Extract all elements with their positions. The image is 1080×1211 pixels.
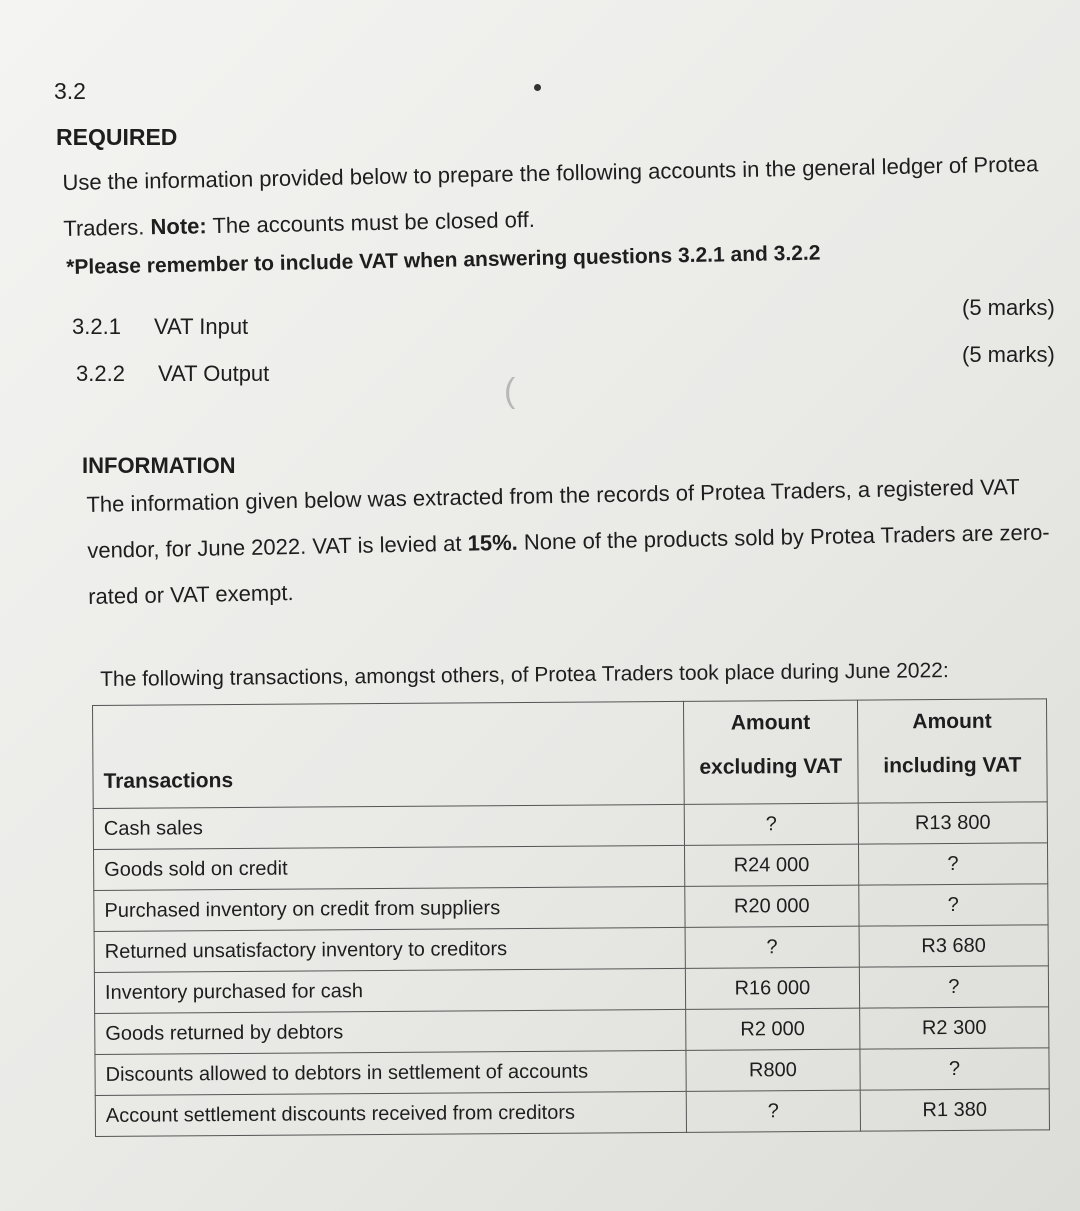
pencil-mark: (: [504, 372, 516, 410]
subquestion-title: VAT Output: [158, 361, 270, 386]
row-amount-excl: R2 000: [686, 1008, 860, 1050]
information-text-b: None of the products sold by Protea Traders are zero-rated or VAT exempt.: [87, 519, 1050, 609]
transactions-table: [92, 698, 1050, 1137]
row-description: Returned unsatisfactory inventory to creditors: [94, 927, 685, 972]
header-excl-line2: excluding VAT: [699, 754, 843, 779]
row-amount-excl: R800: [686, 1049, 860, 1091]
table-header-row: [93, 699, 1048, 809]
row-description: Goods sold on credit: [94, 845, 685, 890]
subquestion-number: 3.2.1: [72, 314, 121, 339]
vat-reminder: *Please remember to include VAT when answering questions 3.2.1 and 3.2.2: [66, 241, 821, 279]
row-amount-incl: ?: [860, 1048, 1049, 1090]
row-amount-incl: R2 300: [859, 1007, 1048, 1049]
row-amount-incl: ?: [859, 966, 1048, 1008]
row-amount-incl: R1 380: [860, 1089, 1049, 1131]
subquestion-title: VAT Input: [154, 314, 249, 339]
row-amount-incl: R13 800: [858, 802, 1047, 844]
row-amount-excl: R20 000: [685, 885, 859, 927]
row-amount-excl: R24 000: [684, 844, 858, 886]
marks-vat-output: (5 marks): [962, 342, 1055, 367]
header-amount-excl: [683, 700, 858, 804]
header-transactions-label: Transactions: [103, 769, 234, 793]
information-paragraph: [86, 463, 1063, 620]
subquestion-number: 3.2.2: [76, 361, 125, 386]
row-amount-incl: ?: [859, 884, 1048, 926]
table-row: [93, 802, 1047, 850]
row-description: Cash sales: [93, 804, 684, 849]
row-amount-excl: ?: [686, 1090, 860, 1132]
header-incl-line2: including VAT: [883, 753, 1022, 778]
header-incl-line1: Amount: [912, 709, 992, 734]
table-intro: The following transactions, amongst others, of Protea Traders took place during June 2022:: [100, 659, 949, 691]
row-amount-incl: R3 680: [859, 925, 1048, 967]
subquestion-vat-output: [76, 361, 269, 387]
note-label: Note:: [150, 213, 207, 240]
row-description: Goods returned by debtors: [95, 1009, 686, 1054]
row-amount-excl: ?: [684, 803, 858, 845]
table-row: [95, 1089, 1049, 1137]
marks-vat-input: (5 marks): [962, 295, 1055, 320]
row-description: Discounts allowed to debtors in settlement of accounts: [95, 1050, 686, 1095]
instruction-paragraph: [62, 141, 1064, 252]
ink-dot: [534, 84, 541, 91]
information-heading: INFORMATION: [82, 453, 236, 478]
question-number: 3.2: [54, 78, 86, 104]
header-transactions: [93, 701, 685, 808]
header-amount-incl: [857, 699, 1047, 803]
header-excl-line1: Amount: [730, 710, 811, 735]
row-description: Purchased inventory on credit from suppliers: [94, 886, 685, 931]
note-text: The accounts must be closed off.: [212, 206, 536, 239]
row-description: Inventory purchased for cash: [94, 968, 685, 1013]
row-amount-incl: ?: [858, 843, 1047, 885]
table-row: [95, 1048, 1049, 1096]
table-row: [94, 843, 1048, 891]
subquestion-vat-input: [72, 314, 248, 340]
transactions-table-wrapper: [92, 698, 1050, 1137]
table-row: [94, 925, 1048, 973]
table-row: [94, 884, 1048, 932]
table-row: [95, 1007, 1049, 1055]
instruction-main: Use the information provided below to prepare the following accounts in the general ledger of Protea Traders.: [62, 151, 1039, 241]
row-description: Account settlement discounts received from creditors: [95, 1091, 686, 1136]
vat-rate: 15%.: [467, 529, 518, 556]
row-amount-excl: ?: [685, 926, 859, 968]
table-row: [94, 966, 1048, 1014]
row-amount-excl: R16 000: [685, 967, 859, 1009]
information-text-a: The information given below was extracted from the records of Protea Traders, a registered VAT vendor, for June 2022. VAT is levied at: [86, 474, 1020, 563]
required-heading: REQUIRED: [56, 124, 178, 150]
